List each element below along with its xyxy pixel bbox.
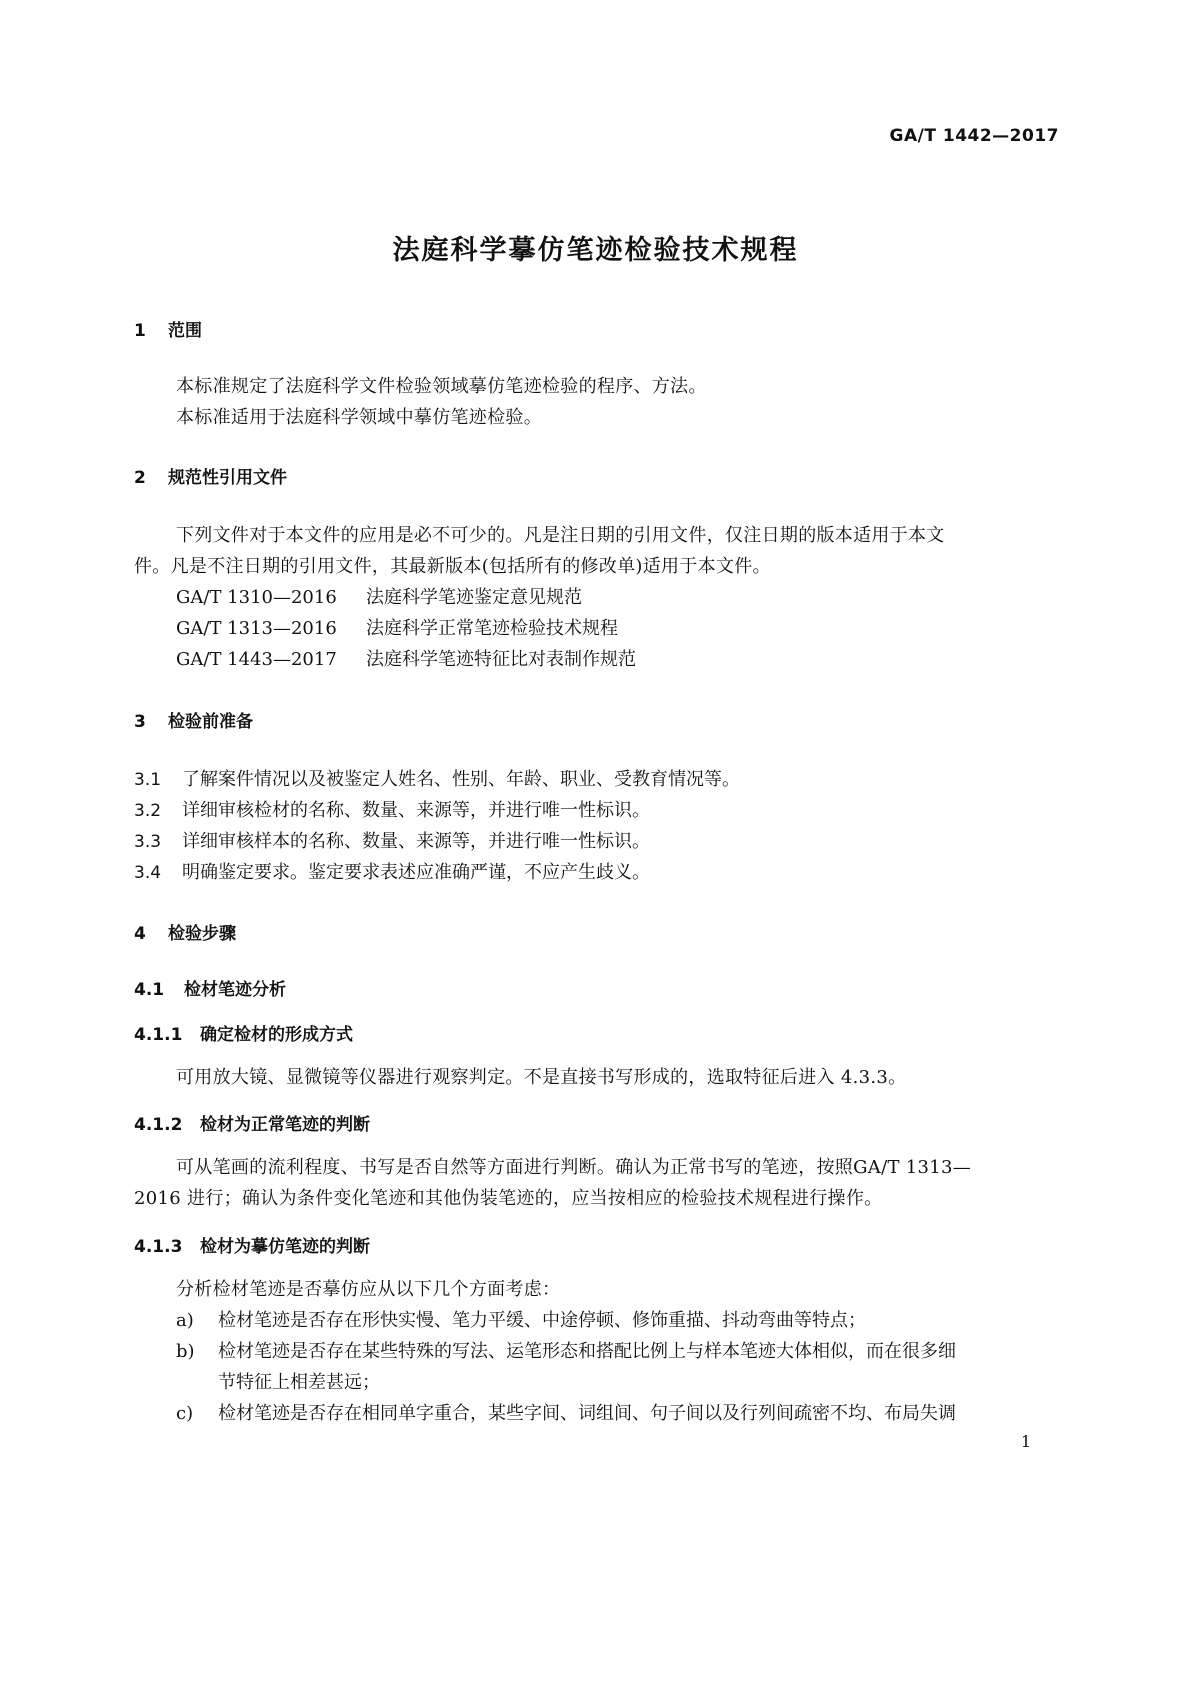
- document-title: 法庭科学摹仿笔迹检验技术规程: [392, 235, 799, 266]
- paragraph: 分析检材笔迹是否摹仿应从以下几个方面考虑：: [176, 1279, 561, 1300]
- reference-item: [176, 583, 582, 609]
- subsection-4-1-1-heading: [134, 1020, 353, 1045]
- section-number: 4.1: [134, 980, 165, 1000]
- paragraph-line: 件。凡是不注日期的引用文件，其最新版本(包括所有的修改单)适用于本文件。: [134, 556, 771, 577]
- paragraph: 本标准规定了法庭科学文件检验领域摹仿笔迹检验的程序、方法。: [176, 376, 707, 397]
- clause-number: 3.1: [134, 770, 162, 790]
- clause-text: 明确鉴定要求。鉴定要求表述应准确严谨，不应产生歧义。: [182, 862, 650, 883]
- clause-text: 详细审核样本的名称、数量、来源等，并进行唯一性标识。: [182, 831, 650, 852]
- reference-code: GA/T 1310—2016: [176, 587, 337, 608]
- section-number: 4.1.2: [134, 1115, 183, 1135]
- clause-item: [134, 765, 740, 791]
- clause-item: [134, 796, 650, 822]
- paragraph: 可用放大镜、显微镜等仪器进行观察判定。不是直接书写形成的，选取特征后进入 4.3.3。: [176, 1067, 907, 1088]
- list-text: 检材笔迹是否存在相同单字重合，某些字间、词组间、句子间以及行列间疏密不均、布局失调: [218, 1403, 956, 1424]
- section-title: 范围: [168, 321, 202, 341]
- section-number: 4.1.3: [134, 1237, 183, 1257]
- clause-number: 3.3: [134, 832, 162, 852]
- section-number: 2: [134, 468, 146, 488]
- list-marker: b): [176, 1341, 195, 1362]
- clause-item: [134, 858, 650, 884]
- subsection-4-1-3-heading: [134, 1232, 370, 1257]
- reference-name: 法庭科学笔迹鉴定意见规范: [366, 587, 582, 608]
- section-title: 确定检材的形成方式: [200, 1025, 353, 1045]
- reference-name: 法庭科学正常笔迹检验技术规程: [366, 618, 618, 639]
- list-item-continuation: 节特征上相差甚远；: [218, 1372, 380, 1393]
- section-title: 检材为摹仿笔迹的判断: [200, 1237, 370, 1257]
- list-text: 检材笔迹是否存在形快实慢、笔力平缓、中途停顿、修饰重描、抖动弯曲等特点；: [218, 1310, 866, 1331]
- list-item: [176, 1399, 956, 1425]
- paragraph-line: 可从笔画的流利程度、书写是否自然等方面进行判断。确认为正常书写的笔迹，按照GA/T 1313—: [176, 1157, 972, 1178]
- page-number: 1: [1020, 1432, 1031, 1451]
- reference-code: GA/T 1313—2016: [176, 618, 337, 639]
- paragraph-line: 下列文件对于本文件的应用是必不可少的。凡是注日期的引用文件，仅注日期的版本适用于本文: [176, 525, 945, 546]
- section-number: 4: [134, 924, 146, 944]
- section-title: 检验步骤: [168, 924, 236, 944]
- reference-name: 法庭科学笔迹特征比对表制作规范: [366, 649, 636, 670]
- list-item: [176, 1337, 956, 1363]
- reference-code: GA/T 1443—2017: [176, 649, 337, 670]
- clause-text: 了解案件情况以及被鉴定人姓名、性别、年龄、职业、受教育情况等。: [182, 769, 740, 790]
- reference-item: [176, 614, 618, 640]
- subsection-4-1-heading: [134, 975, 286, 1000]
- section-4-heading: [134, 919, 236, 944]
- section-number: 4.1.1: [134, 1025, 183, 1045]
- section-3-heading: [134, 707, 253, 732]
- standard-code: GA/T 1442—2017: [889, 126, 1059, 146]
- section-1-heading: [134, 316, 202, 341]
- list-marker: a): [176, 1310, 194, 1331]
- subsection-4-1-2-heading: [134, 1110, 370, 1135]
- list-item: [176, 1306, 866, 1332]
- section-number: 3: [134, 712, 146, 732]
- list-text: 检材笔迹是否存在某些特殊的写法、运笔形态和搭配比例上与样本笔迹大体相似，而在很多细: [218, 1341, 956, 1362]
- section-title: 检材为正常笔迹的判断: [200, 1115, 370, 1135]
- clause-item: [134, 827, 650, 853]
- paragraph-line: 2016 进行；确认为条件变化笔迹和其他伪装笔迹的，应当按相应的检验技术规程进行操作。: [134, 1188, 883, 1209]
- section-number: 1: [134, 321, 146, 341]
- section-title: 检验前准备: [168, 712, 253, 732]
- clause-text: 详细审核检材的名称、数量、来源等，并进行唯一性标识。: [182, 800, 650, 821]
- paragraph: 本标准适用于法庭科学领域中摹仿笔迹检验。: [176, 407, 542, 428]
- clause-number: 3.2: [134, 801, 162, 821]
- reference-item: [176, 645, 636, 671]
- section-title: 检材笔迹分析: [184, 980, 286, 1000]
- list-marker: c): [176, 1403, 194, 1424]
- section-title: 规范性引用文件: [168, 468, 287, 488]
- section-2-heading: [134, 463, 287, 488]
- clause-number: 3.4: [134, 863, 162, 883]
